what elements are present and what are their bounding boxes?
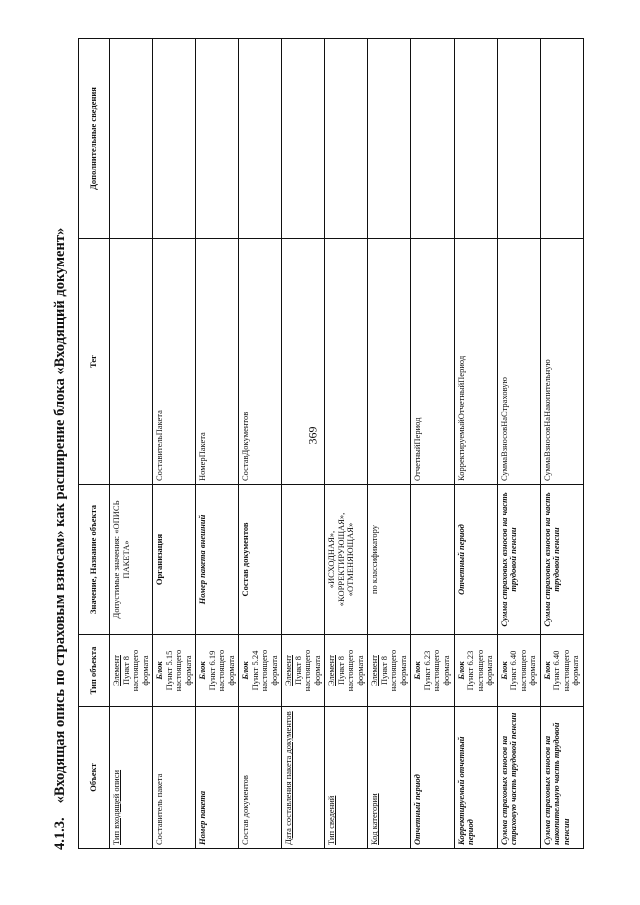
cell-type — [153, 635, 196, 707]
type-kind: Блок — [412, 661, 423, 680]
cell-tag — [325, 239, 368, 485]
cell-extra — [110, 39, 153, 239]
cell-tag: СуммаВзносовНаСтраховую — [497, 239, 540, 485]
type-kind: Блок — [154, 661, 165, 680]
cell-object: Код категории — [368, 707, 411, 849]
cell-type — [497, 635, 540, 707]
cell-extra — [411, 39, 454, 239]
table-row — [540, 39, 583, 849]
cell-extra — [325, 39, 368, 239]
cell-object: Составитель пакета — [153, 707, 196, 849]
cell-extra — [196, 39, 239, 239]
cell-object: Номер пакета — [196, 707, 239, 849]
table-row — [239, 39, 282, 849]
header-object: Объект — [79, 707, 110, 849]
section-title: «Входящая опись по страховым взносам» как расширение блока «Входящий документ» — [52, 227, 68, 804]
cell-object: Сумма страховых взносов на накопительную часть трудовой пенсии — [540, 707, 583, 849]
cell-value: Сумма страховых взносов на часть трудовой пенсии — [497, 485, 540, 635]
type-reference: Пункт 8 настоящего формата — [120, 649, 150, 692]
cell-value: по классификатору — [368, 485, 411, 635]
table-row — [368, 39, 411, 849]
cell-tag: СоставДокументов — [239, 239, 282, 485]
type-reference: Пункт 6.23 настоящего формата — [421, 649, 451, 692]
type-kind: Блок — [197, 661, 208, 680]
cell-tag: НомерПакета — [196, 239, 239, 485]
page-number: 369 — [305, 426, 320, 445]
cell-type — [282, 635, 325, 707]
section-heading — [52, 228, 69, 850]
type-reference: Пункт 5.24 настоящего формата — [249, 649, 279, 692]
cell-type — [540, 635, 583, 707]
type-kind: Элемент — [326, 655, 337, 686]
type-reference: Пункт 6.23 настоящего формата — [465, 649, 495, 692]
type-kind: Элемент — [111, 655, 121, 686]
cell-tag — [110, 239, 153, 485]
table-row — [497, 39, 540, 849]
cell-tag: СуммаВзносовНаНакопительную — [540, 239, 583, 485]
cell-value — [282, 485, 325, 635]
cell-tag: СоставительПакета — [153, 239, 196, 485]
cell-type — [411, 635, 454, 707]
cell-value — [411, 485, 454, 635]
cell-type — [454, 635, 497, 707]
type-reference: Пункт 6.19 настоящего формата — [206, 649, 236, 692]
cell-object: Сумма страховых взносов на страховую часть трудовой пенсии — [497, 707, 540, 849]
type-kind: Блок — [541, 661, 552, 680]
table-row — [196, 39, 239, 849]
cell-object: Отчетный период — [411, 707, 454, 849]
cell-value: Состав документов — [239, 485, 282, 635]
cell-value: Сумма страховых взносов на часть трудовой пенсии — [540, 485, 583, 635]
cell-tag: ОтчетныйПериод — [411, 239, 454, 485]
header-type: Тип объекта — [79, 635, 110, 707]
cell-extra — [239, 39, 282, 239]
type-reference: Пункт 6.40 настоящего формата — [551, 649, 581, 692]
cell-object: Дата составления пакета документов — [282, 707, 325, 849]
cell-value: Номер пакета внешний — [196, 485, 239, 635]
cell-type — [368, 635, 411, 707]
cell-type — [110, 635, 153, 707]
cell-extra — [540, 39, 583, 239]
cell-extra — [368, 39, 411, 239]
objects-table — [78, 38, 584, 849]
table-row — [153, 39, 196, 849]
cell-tag — [368, 239, 411, 485]
cell-object: Тип входящей описи — [110, 707, 153, 849]
type-kind: Элемент — [369, 655, 380, 686]
type-reference: Пункт 5.15 настоящего формата — [163, 649, 193, 692]
cell-tag — [282, 239, 325, 485]
cell-value: Организация — [153, 485, 196, 635]
type-reference: Пункт 8 настоящего формата — [335, 649, 365, 692]
header-value: Значение, Название объекта — [79, 485, 110, 635]
type-kind: Блок — [498, 661, 509, 680]
cell-object: Тип сведений — [325, 707, 368, 849]
cell-value: «ИСХОДНАЯ», «КОРРЕКТИРУЮЩАЯ», «ОТМЕНЯЮЩАЯ» — [325, 485, 368, 635]
cell-extra — [454, 39, 497, 239]
cell-value: Отчетный период — [454, 485, 497, 635]
cell-value: Допустимые значения: «ОПИСЬ ПАКЕТА» — [110, 485, 153, 635]
cell-extra — [282, 39, 325, 239]
cell-type — [239, 635, 282, 707]
table-row — [411, 39, 454, 849]
type-kind: Блок — [455, 661, 466, 680]
table-row — [325, 39, 368, 849]
type-kind: Элемент — [283, 655, 294, 686]
table-header-row — [79, 39, 110, 849]
cell-object: Корректируемый отчетный период — [454, 707, 497, 849]
table-row — [282, 39, 325, 849]
header-extra: Дополнительные сведения — [79, 39, 110, 239]
cell-type — [325, 635, 368, 707]
table-row — [454, 39, 497, 849]
type-reference: Пункт 6.40 настоящего формата — [508, 649, 538, 692]
section-number: 4.1.3. — [52, 817, 68, 850]
type-kind: Блок — [240, 661, 251, 680]
header-tag: Тег — [79, 239, 110, 485]
table-row — [110, 39, 153, 849]
type-reference: Пункт 8 настоящего формата — [378, 649, 408, 692]
cell-extra — [153, 39, 196, 239]
cell-object: Состав документов — [239, 707, 282, 849]
cell-extra — [497, 39, 540, 239]
cell-tag: КорректируемыйОтчетныйПериод — [454, 239, 497, 485]
cell-type — [196, 635, 239, 707]
type-reference: Пункт 8 настоящего формата — [292, 649, 322, 692]
